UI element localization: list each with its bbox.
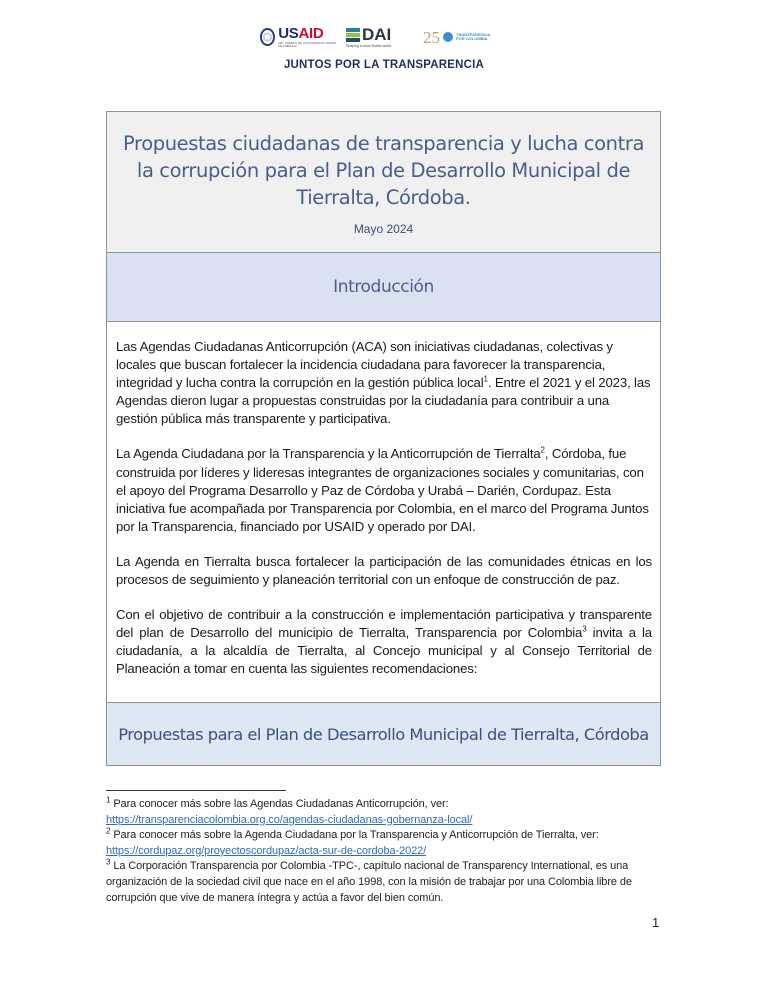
intro-heading-section	[107, 253, 660, 322]
paragraph-2: La Agenda Ciudadana por la Transparencia y la Anticorrupción de Tierralta$^2$, Córdoba, fue construida por líderes y lideresas integrantes de organizaciones sociales y comunitarias, con el apoyo del Programa Desarrollo y Paz de Córdoba y Urabá – Darién, Cordupaz. Esta iniciativa fue acompañada por Transparencia por Colombia, en el marco del Programa Juntos por la Transparencia, financiado por USAID y operado por DAI.	[116, 446, 649, 534]
tpc-line1: TRANSPARENCIA	[456, 31, 491, 37]
footnote-2: $^2$ Para conocer más sobre la Agenda Ciudadana por la Transparencia y Anticorrupción de Tierralta, ver: https://cordupaz.org/proyectoscordupaz/acta-sur-de-cordoba-2022/	[106, 826, 599, 857]
dai-logo	[346, 22, 408, 52]
paragraph-4: Con el objetivo de contribuir a la construcción e implementación participativa y transparente del plan de Desarrollo del municipio de Tierralta, Transparencia por Colombia$^3$ invita a la ciudadanía, a la alcaldía de Tierralta, al Concejo municipal y al Consejo Territorial de Planeación a tomar en cuenta las siguientes recomendaciones:	[116, 607, 652, 677]
intro-heading: Introducción	[333, 277, 434, 297]
usaid-word-us: US	[278, 25, 299, 42]
proposals-heading: Propuestas para el Plan de Desarrollo Municipal de Tierralta, Córdoba	[118, 724, 649, 744]
footnote-ref-3[interactable]: 3	[582, 624, 587, 634]
footnote-separator	[106, 790, 286, 791]
footnote-ref-1[interactable]: 1	[483, 374, 488, 384]
title-section	[107, 112, 660, 253]
intro-body	[107, 322, 660, 703]
usaid-word-aid: AID	[298, 25, 324, 42]
document-date: Mayo 2024	[353, 222, 414, 236]
program-title: JUNTOS POR LA TRANSPARENCIA	[283, 59, 485, 71]
usaid-logo	[260, 22, 340, 52]
dai-bars-icon	[346, 28, 360, 42]
tpc-line2: POR COLOMBIA	[456, 36, 488, 41]
proposals-heading-section	[107, 703, 660, 765]
paragraph-3: La Agenda en Tierralta busca fortalecer la participación de las comunidades étnicas en los procesos de seguimiento y planeación territorial con un enfoque de construcción de paz.	[116, 553, 652, 588]
paragraph-1: Las Agendas Ciudadanas Anticorrupción (ACA) son iniciativas ciudadanas, colectivas y locales que buscan fortalecer la incidencia ciudadana para favorecer la transparencia, integridad y lucha contra la corrupción en la gestión pública local$^1$. Entre el 2021 y el 2023, las Agendas dieron lugar a propuestas construidas por la ciudadanía para contribuir a una gestión pública más transparente y participativa.	[116, 339, 651, 427]
dai-tagline: Shaping a more livable world.	[346, 44, 392, 48]
footnote-2-link[interactable]: https://cordupaz.org/proyectoscordupaz/acta-sur-de-cordoba-2022/	[106, 844, 427, 857]
footnotes	[106, 797, 666, 906]
document-title: Propuestas ciudadanas de transparencia y lucha contra la corrupción para el Plan de Desarrollo Municipal de Tierralta, Córdoba.	[122, 132, 645, 209]
usaid-seal-icon	[260, 28, 275, 46]
tpc-anniversary: 25	[423, 27, 440, 47]
footnote-ref-2[interactable]: 2	[540, 446, 545, 456]
page-number: 1	[652, 915, 660, 930]
footnote-1-link[interactable]: https://transparenciacolombia.org.co/agendas-ciudadanas-gobernanza-local/	[106, 813, 473, 826]
document-table	[106, 111, 661, 766]
footnote-1: $^1$ Para conocer más sobre las Agendas Ciudadanas Anticorrupción, ver: https://transparenciacolombia.org.co/agendas-ciudadanas-gobernanza-local/	[106, 795, 473, 826]
transparencia-logo	[423, 22, 503, 52]
header-logos	[0, 22, 768, 52]
footnote-3: $^3$ La Corporación Transparencia por Colombia -TPC-, capítulo nacional de Transparency International, es una organización de la sociedad civil que nace en el año 1998, con la misión de trabajar por una Colombia libre de corrupción que vive de manera íntegra y actúa a favor del bien común.	[106, 857, 632, 904]
usaid-subtitle: DEL PUEBLO DE LOS ESTADOS UNIDOS DE AMÉRICA	[278, 41, 337, 48]
dai-word: DAI	[362, 25, 392, 44]
tpc-globe-icon	[443, 32, 453, 42]
